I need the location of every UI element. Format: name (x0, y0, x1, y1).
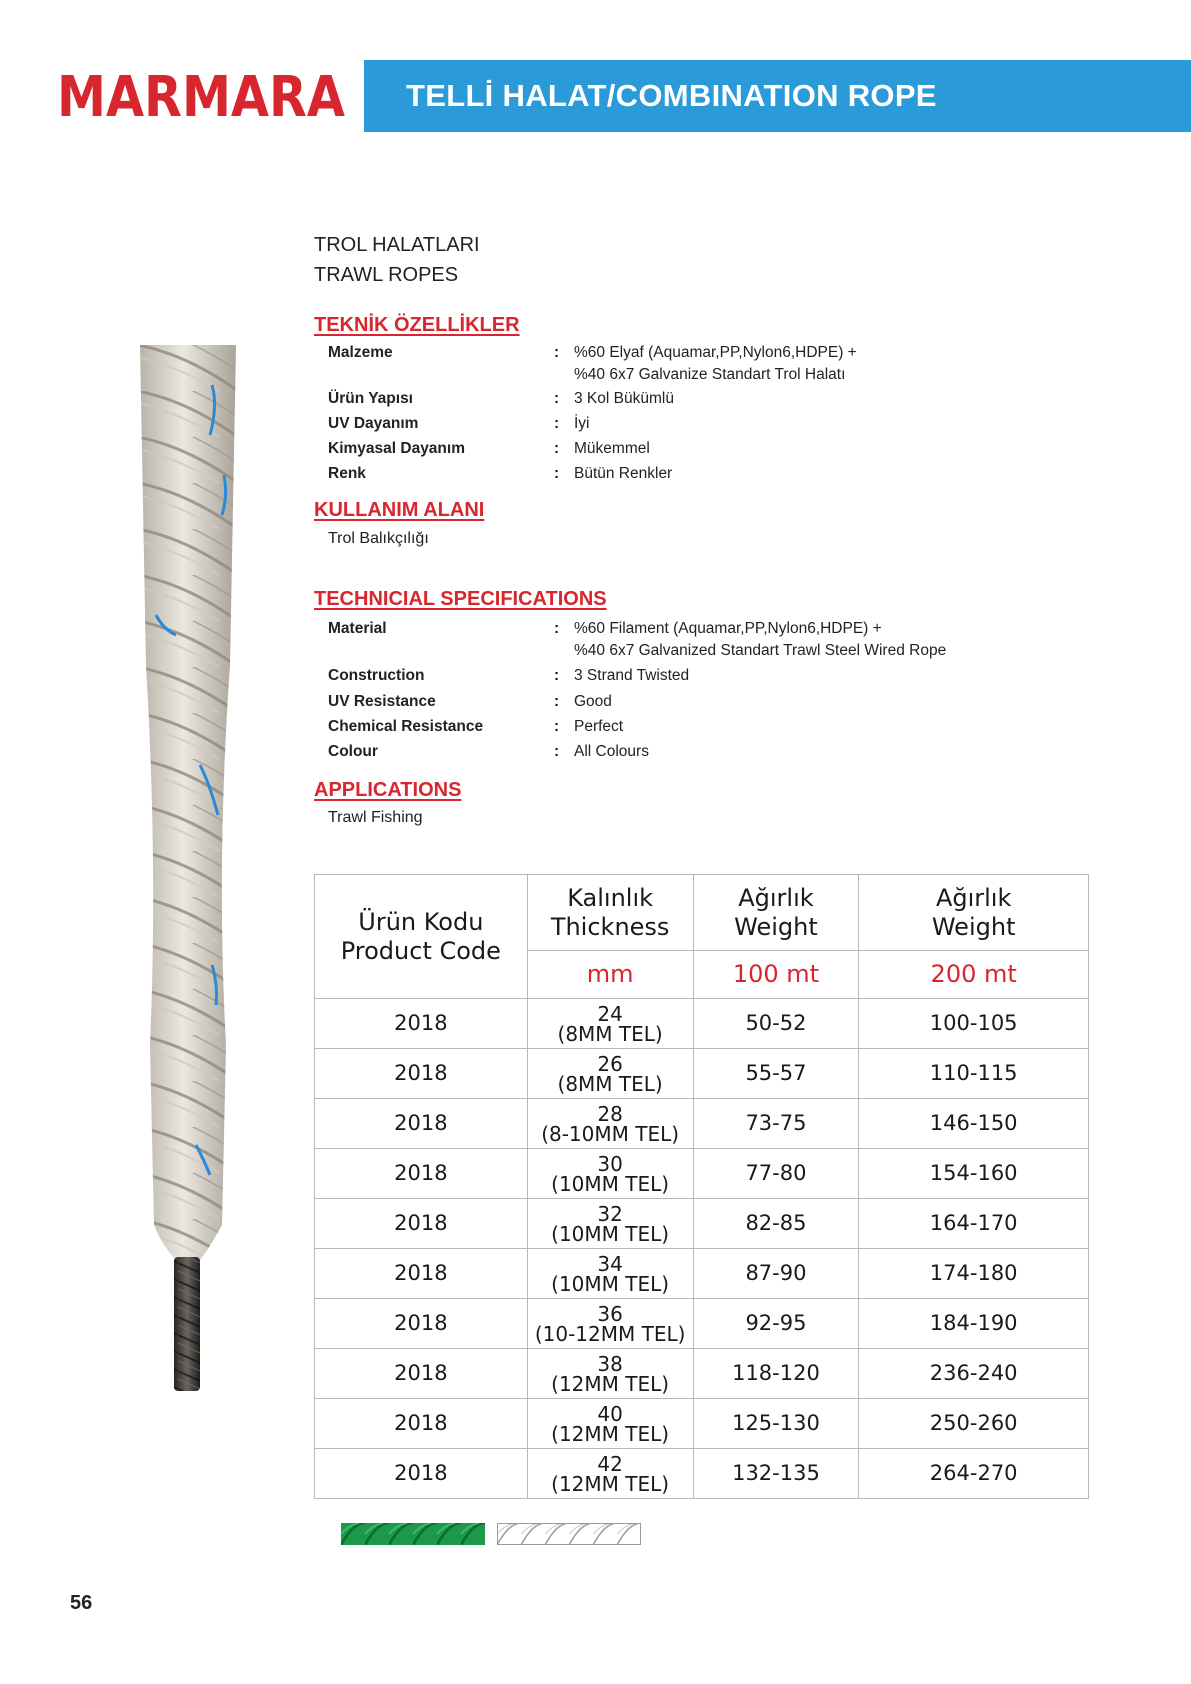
color-swatch-green (341, 1523, 485, 1545)
cell-thickness (527, 1349, 693, 1399)
spec-value: 3 Strand Twisted (574, 667, 690, 684)
header-weight100-tr: Ağırlık (738, 883, 814, 912)
thickness-mm: 26 (597, 1051, 623, 1076)
product-title-en: TRAWL ROPES (314, 264, 459, 286)
thickness-mm: 36 (597, 1301, 623, 1326)
thickness-wire: (8MM TEL) (557, 1071, 663, 1096)
spec-value: %60 Elyaf (Aquamar,PP,Nylon6,HDPE) + (574, 344, 857, 361)
en-specs-heading: TECHNICIAL SPECIFICATIONS (314, 588, 607, 610)
table-row (315, 1099, 1089, 1149)
cell-weight-100: 92-95 (693, 1299, 859, 1349)
unit-weight-200: 200 mt (859, 951, 1089, 999)
table-row (315, 1199, 1089, 1249)
header-thickness-tr: Kalınlık (567, 883, 654, 912)
unit-weight-100: 100 mt (693, 951, 859, 999)
thickness-wire: (8-10MM TEL) (541, 1121, 680, 1146)
table-header-row (315, 875, 1089, 951)
cell-thickness (527, 1099, 693, 1149)
cell-weight-200: 236-240 (859, 1349, 1089, 1399)
cell-weight-100: 82-85 (693, 1199, 859, 1249)
cell-code: 2018 (315, 1049, 528, 1099)
product-table (314, 874, 1089, 1499)
thickness-wire: (10-12MM TEL) (534, 1321, 686, 1346)
cell-thickness (527, 1399, 693, 1449)
separator: : (554, 620, 560, 637)
spec-value: Perfect (574, 718, 624, 735)
cell-weight-100: 125-130 (693, 1399, 859, 1449)
cell-code: 2018 (315, 1149, 528, 1199)
thickness-wire: (12MM TEL) (551, 1471, 670, 1496)
cell-thickness (527, 1149, 693, 1199)
header-thickness-en: Thickness (550, 912, 670, 941)
thickness-mm: 38 (597, 1351, 623, 1376)
header-product-code (315, 875, 528, 999)
spec-label: UV Dayanım (328, 415, 419, 432)
cell-thickness (527, 1049, 693, 1099)
spec-label: Construction (328, 667, 425, 684)
cell-weight-200: 100-105 (859, 999, 1089, 1049)
thickness-wire: (12MM TEL) (551, 1371, 670, 1396)
header-weight100-en: Weight (734, 912, 818, 941)
thickness-mm: 24 (597, 1001, 623, 1026)
header-bar (364, 60, 1191, 132)
spec-value: Bütün Renkler (574, 465, 673, 482)
spec-value: İyi (574, 415, 590, 432)
table-row (315, 1149, 1089, 1199)
thickness-mm: 30 (597, 1151, 623, 1176)
header-weight200-en: Weight (931, 912, 1016, 941)
thickness-wire: (10MM TEL) (551, 1221, 670, 1246)
table-row (315, 1349, 1089, 1399)
spec-label: UV Resistance (328, 693, 436, 710)
logo-text: MARMARA (57, 65, 346, 130)
header-weight-200 (859, 875, 1089, 951)
separator: : (554, 667, 560, 684)
table-row (315, 999, 1089, 1049)
separator: : (554, 465, 560, 482)
cell-weight-100: 77-80 (693, 1149, 859, 1199)
spec-label: Colour (328, 743, 378, 760)
cell-weight-200: 154-160 (859, 1149, 1089, 1199)
header-weight200-tr: Ağırlık (935, 883, 1012, 912)
spec-value: %40 6x7 Galvanize Standart Trol Halatı (574, 366, 846, 383)
thickness-mm: 42 (597, 1451, 623, 1476)
cell-weight-200: 184-190 (859, 1299, 1089, 1349)
thickness-wire: (8MM TEL) (557, 1021, 663, 1046)
thickness-mm: 28 (597, 1101, 623, 1126)
product-title-tr: TROL HALATLARI (314, 234, 480, 256)
cell-weight-100: 50-52 (693, 999, 859, 1049)
spec-value: %60 Filament (Aquamar,PP,Nylon6,HDPE) + (574, 620, 882, 637)
en-applications-heading: APPLICATIONS (314, 779, 462, 801)
cell-weight-100: 132-135 (693, 1449, 859, 1499)
cell-code: 2018 (315, 1449, 528, 1499)
cell-weight-200: 250-260 (859, 1399, 1089, 1449)
spec-label: Material (328, 620, 387, 637)
separator: : (554, 440, 560, 457)
cell-code: 2018 (315, 1099, 528, 1149)
header-code-tr: Ürün Kodu (358, 907, 484, 936)
separator: : (554, 390, 560, 407)
cell-thickness (527, 1449, 693, 1499)
header-code-en: Product Code (340, 936, 501, 965)
cell-weight-100: 118-120 (693, 1349, 859, 1399)
separator: : (554, 693, 560, 710)
cell-weight-100: 55-57 (693, 1049, 859, 1099)
spec-value: 3 Kol Bükümlü (574, 390, 674, 407)
cell-code: 2018 (315, 1299, 528, 1349)
unit-thickness: mm (527, 951, 693, 999)
separator: : (554, 415, 560, 432)
thickness-wire: (12MM TEL) (551, 1421, 670, 1446)
thickness-wire: (10MM TEL) (551, 1171, 670, 1196)
table-row (315, 1249, 1089, 1299)
spec-label: Chemical Resistance (328, 718, 484, 735)
spec-label: Ürün Yapısı (328, 390, 413, 407)
header-weight-100 (693, 875, 859, 951)
spec-value: Mükemmel (574, 440, 650, 457)
cell-code: 2018 (315, 1349, 528, 1399)
separator: : (554, 344, 560, 361)
color-swatch-white (497, 1523, 641, 1545)
table-row (315, 1449, 1089, 1499)
cell-weight-200: 174-180 (859, 1249, 1089, 1299)
cell-weight-200: 110-115 (859, 1049, 1089, 1099)
thickness-mm: 40 (597, 1401, 623, 1426)
cell-code: 2018 (315, 1399, 528, 1449)
cell-thickness (527, 1199, 693, 1249)
cell-thickness (527, 1249, 693, 1299)
spec-label: Malzeme (328, 344, 393, 361)
cell-weight-200: 264-270 (859, 1449, 1089, 1499)
separator: : (554, 718, 560, 735)
cell-thickness (527, 999, 693, 1049)
spec-value: Good (574, 693, 612, 710)
spec-label: Renk (328, 465, 366, 482)
marmara-logo (57, 65, 347, 130)
thickness-mm: 32 (597, 1201, 623, 1226)
header-thickness (527, 875, 693, 951)
cell-weight-100: 73-75 (693, 1099, 859, 1149)
thickness-wire: (10MM TEL) (551, 1271, 670, 1296)
cell-weight-200: 146-150 (859, 1099, 1089, 1149)
spec-value: All Colours (574, 743, 649, 760)
page-title: TELLİ HALAT/COMBINATION ROPE (406, 78, 937, 113)
cell-weight-200: 164-170 (859, 1199, 1089, 1249)
spec-value: %40 6x7 Galvanized Standart Trawl Steel Wired Rope (574, 642, 947, 659)
cell-code: 2018 (315, 1249, 528, 1299)
tr-specs-heading: TEKNİK ÖZELLİKLER (314, 314, 520, 336)
rope-image (138, 345, 238, 1395)
product-title (314, 230, 480, 290)
spec-label: Kimyasal Dayanım (328, 440, 465, 457)
thickness-mm: 34 (597, 1251, 623, 1276)
table-row (315, 1049, 1089, 1099)
tr-usage-text: Trol Balıkçılığı (328, 530, 429, 547)
separator: : (554, 743, 560, 760)
tr-usage-heading: KULLANIM ALANI (314, 499, 485, 521)
table-row (315, 1299, 1089, 1349)
page-number: 56 (70, 1592, 93, 1614)
en-applications-text: Trawl Fishing (328, 809, 423, 826)
cell-code: 2018 (315, 1199, 528, 1249)
cell-code: 2018 (315, 999, 528, 1049)
cell-weight-100: 87-90 (693, 1249, 859, 1299)
table-row (315, 1399, 1089, 1449)
cell-thickness (527, 1299, 693, 1349)
